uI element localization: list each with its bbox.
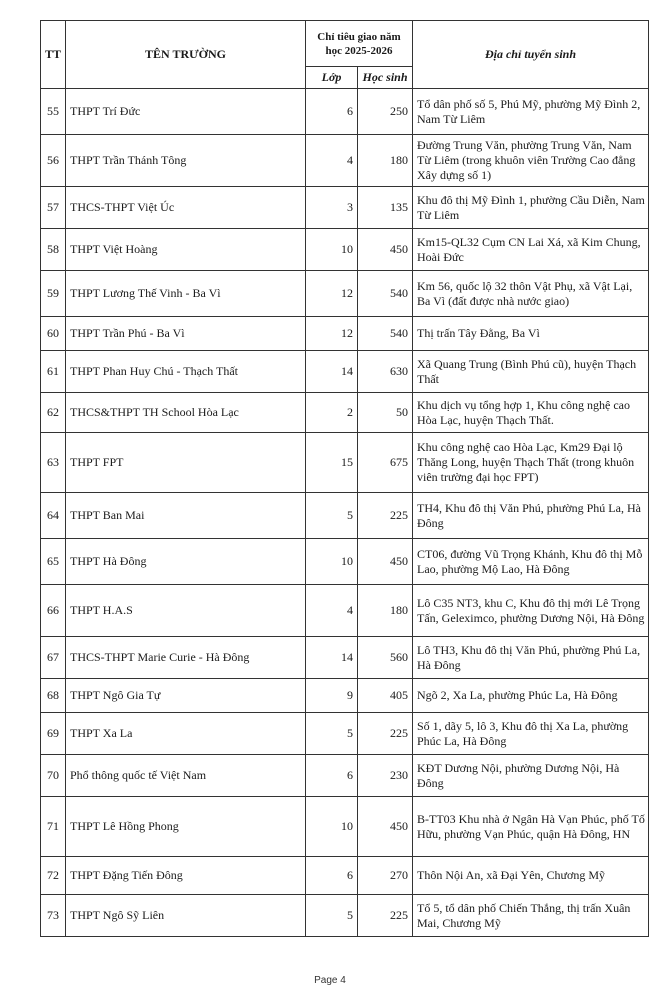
row-tt: 71 (41, 797, 66, 857)
row-school-name: THCS&THPT TH School Hòa Lạc (66, 393, 306, 433)
row-school-name: THPT Hà Đông (66, 539, 306, 585)
row-classes: 6 (306, 755, 358, 797)
row-address: B-TT03 Khu nhà ở Ngân Hà Vạn Phúc, phố Tố Hữu, phường Vạn Phúc, quận Hà Đông, HN (413, 797, 649, 857)
row-tt: 62 (41, 393, 66, 433)
row-classes: 4 (306, 585, 358, 637)
row-classes: 10 (306, 539, 358, 585)
row-address: TH4, Khu đô thị Văn Phú, phường Phú La, Hà Đông (413, 493, 649, 539)
row-tt: 63 (41, 433, 66, 493)
row-address: Ngõ 2, Xa La, phường Phúc La, Hà Đông (413, 679, 649, 713)
row-address: Khu dịch vụ tổng hợp 1, Khu công nghệ cao Hòa Lạc, huyện Thạch Thất. (413, 393, 649, 433)
row-students: 450 (358, 229, 413, 271)
row-address: KĐT Dương Nội, phường Dương Nội, Hà Đông (413, 755, 649, 797)
row-classes: 6 (306, 89, 358, 135)
table-row (41, 89, 649, 135)
row-tt: 61 (41, 351, 66, 393)
table-row (41, 679, 649, 713)
row-classes: 5 (306, 713, 358, 755)
row-tt: 68 (41, 679, 66, 713)
row-students: 180 (358, 585, 413, 637)
row-school-name: THCS-THPT Việt Úc (66, 187, 306, 229)
row-classes: 10 (306, 797, 358, 857)
row-school-name: THPT Ngô Sỹ Liên (66, 895, 306, 937)
row-school-name: THPT Xa La (66, 713, 306, 755)
row-school-name: THPT Trí Đức (66, 89, 306, 135)
row-classes: 12 (306, 271, 358, 317)
row-tt: 69 (41, 713, 66, 755)
school-quota-table (40, 20, 649, 937)
row-classes: 10 (306, 229, 358, 271)
row-tt: 55 (41, 89, 66, 135)
table-row (41, 187, 649, 229)
row-school-name: THPT H.A.S (66, 585, 306, 637)
row-address: Km 56, quốc lộ 32 thôn Vật Phụ, xã Vật Lại, Ba Vì (đất được nhà nước giao) (413, 271, 649, 317)
header-classes: Lớp (306, 67, 358, 89)
row-school-name: Phổ thông quốc tế Việt Nam (66, 755, 306, 797)
row-tt: 59 (41, 271, 66, 317)
table-row (41, 539, 649, 585)
row-students: 225 (358, 895, 413, 937)
row-students: 540 (358, 271, 413, 317)
row-address: Lô TH3, Khu đô thị Văn Phú, phường Phú La, Hà Đông (413, 637, 649, 679)
table-row (41, 857, 649, 895)
row-classes: 15 (306, 433, 358, 493)
row-classes: 5 (306, 493, 358, 539)
row-address: Lô C35 NT3, khu C, Khu đô thị mới Lê Trọng Tấn, Geleximco, phường Dương Nội, Hà Đông (413, 585, 649, 637)
row-address: Thị trấn Tây Đằng, Ba Vì (413, 317, 649, 351)
table-row (41, 585, 649, 637)
row-tt: 58 (41, 229, 66, 271)
school-quota-table-page (40, 20, 648, 937)
row-address: Tổ dân phố số 5, Phú Mỹ, phường Mỹ Đình 2, Nam Từ Liêm (413, 89, 649, 135)
row-classes: 4 (306, 135, 358, 187)
row-school-name: THPT Ban Mai (66, 493, 306, 539)
table-row (41, 895, 649, 937)
row-students: 230 (358, 755, 413, 797)
row-students: 450 (358, 539, 413, 585)
row-school-name: THPT FPT (66, 433, 306, 493)
row-students: 180 (358, 135, 413, 187)
table-row (41, 229, 649, 271)
row-tt: 70 (41, 755, 66, 797)
row-students: 50 (358, 393, 413, 433)
row-school-name: THPT Ngô Gia Tự (66, 679, 306, 713)
table-row (41, 393, 649, 433)
row-students: 250 (358, 89, 413, 135)
row-students: 225 (358, 713, 413, 755)
row-school-name: THPT Phan Huy Chú - Thạch Thất (66, 351, 306, 393)
header-tt: TT (41, 21, 66, 89)
row-tt: 65 (41, 539, 66, 585)
page-footer: Page 4 (314, 975, 346, 986)
table-row (41, 797, 649, 857)
row-school-name: THPT Trần Thánh Tông (66, 135, 306, 187)
row-address: Khu đô thị Mỹ Đình 1, phường Cầu Diễn, Nam Từ Liêm (413, 187, 649, 229)
row-address: Tổ 5, tổ dân phố Chiến Thắng, thị trấn Xuân Mai, Chương Mỹ (413, 895, 649, 937)
row-students: 225 (358, 493, 413, 539)
row-students: 675 (358, 433, 413, 493)
row-classes: 9 (306, 679, 358, 713)
row-tt: 67 (41, 637, 66, 679)
header-school-name: TÊN TRƯỜNG (66, 21, 306, 89)
row-students: 540 (358, 317, 413, 351)
table-row (41, 493, 649, 539)
row-tt: 72 (41, 857, 66, 895)
row-students: 560 (358, 637, 413, 679)
row-students: 270 (358, 857, 413, 895)
row-school-name: THPT Lương Thế Vinh - Ba Vì (66, 271, 306, 317)
row-address: Đường Trung Văn, phường Trung Văn, Nam Từ Liêm (trong khuôn viên Trường Cao đẳng Xây dựng số 1) (413, 135, 649, 187)
row-tt: 66 (41, 585, 66, 637)
row-classes: 14 (306, 637, 358, 679)
table-header-row (41, 21, 649, 67)
header-quota-group: Chỉ tiêu giao năm học 2025-2026 (306, 21, 413, 67)
header-students: Học sinh (358, 67, 413, 89)
header-address: Địa chỉ tuyển sinh (413, 21, 649, 89)
row-students: 135 (358, 187, 413, 229)
table-row (41, 433, 649, 493)
row-address: CT06, đường Vũ Trọng Khánh, Khu đô thị Mỗ Lao, phường Mộ Lao, Hà Đông (413, 539, 649, 585)
table-row (41, 317, 649, 351)
row-classes: 2 (306, 393, 358, 433)
row-school-name: THPT Trần Phú - Ba Vì (66, 317, 306, 351)
row-tt: 57 (41, 187, 66, 229)
table-row (41, 637, 649, 679)
row-school-name: THPT Lê Hồng Phong (66, 797, 306, 857)
row-address: Thôn Nội An, xã Đại Yên, Chương Mỹ (413, 857, 649, 895)
row-classes: 5 (306, 895, 358, 937)
table-row (41, 271, 649, 317)
row-tt: 73 (41, 895, 66, 937)
row-classes: 12 (306, 317, 358, 351)
row-address: Số 1, dãy 5, lô 3, Khu đô thị Xa La, phường Phúc La, Hà Đông (413, 713, 649, 755)
row-classes: 3 (306, 187, 358, 229)
row-students: 450 (358, 797, 413, 857)
row-tt: 60 (41, 317, 66, 351)
row-tt: 56 (41, 135, 66, 187)
row-address: Km15-QL32 Cụm CN Lai Xá, xã Kim Chung, Hoài Đức (413, 229, 649, 271)
row-school-name: THCS-THPT Marie Curie - Hà Đông (66, 637, 306, 679)
row-students: 630 (358, 351, 413, 393)
row-school-name: THPT Việt Hoàng (66, 229, 306, 271)
row-address: Khu công nghệ cao Hòa Lạc, Km29 Đại lộ Thăng Long, huyện Thạch Thất (trong khuôn viên trường đại học FPT) (413, 433, 649, 493)
row-classes: 14 (306, 351, 358, 393)
row-school-name: THPT Đặng Tiến Đông (66, 857, 306, 895)
row-classes: 6 (306, 857, 358, 895)
table-row (41, 351, 649, 393)
table-row (41, 135, 649, 187)
row-tt: 64 (41, 493, 66, 539)
table-row (41, 713, 649, 755)
table-row (41, 755, 649, 797)
row-address: Xã Quang Trung (Bình Phú cũ), huyện Thạch Thất (413, 351, 649, 393)
table-body (41, 89, 649, 937)
row-students: 405 (358, 679, 413, 713)
